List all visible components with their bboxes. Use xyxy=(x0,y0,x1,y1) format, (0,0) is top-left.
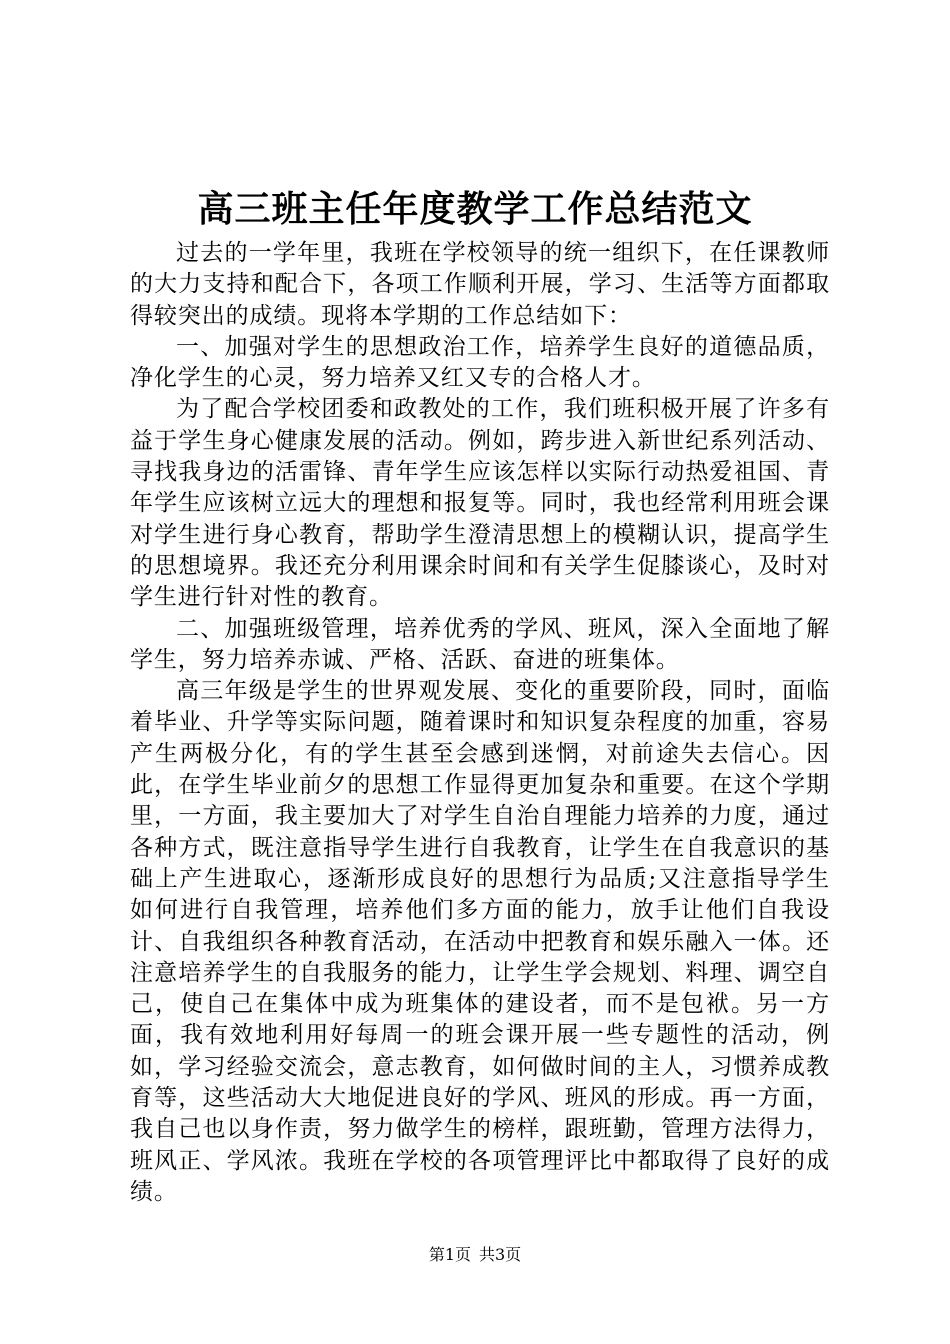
paragraph-section-1-body: 为了配合学校团委和政教处的工作，我们班积极开展了许多有益于学生身心健康发展的活动。例如，跨步进入新世纪系列活动、寻找我身边的活雷锋、青年学生应该怎样以实际行动热爱祖国、青年学生应该树立远大的理想和报复等。同时，我也经常利用班会课对学生进行身心教育，帮助学生澄清思想上的模糊认识，提高学生的思想境界。我还充分利用课余时间和有关学生促膝谈心，及时对学生进行针对性的教育。 xyxy=(130,396,830,611)
paragraph-intro: 过去的一学年里，我班在学校领导的统一组织下，在任课教师的大力支持和配合下，各项工作顺利开展，学习、生活等方面都取得较突出的成绩。现将本学期的工作总结如下： xyxy=(130,240,830,329)
paragraph-section-1-heading: 一、加强对学生的思想政治工作，培养学生良好的道德品质，净化学生的心灵，努力培养又红又专的合格人才。 xyxy=(130,333,830,392)
page-number: 第1页 xyxy=(428,1245,471,1264)
page-footer xyxy=(0,1243,950,1267)
document-title: 高三班主任年度教学工作总结范文 xyxy=(197,188,753,230)
document-body xyxy=(130,238,830,1208)
page-total: 共3页 xyxy=(479,1245,522,1264)
paragraph-section-2-heading: 二、加强班级管理，培养优秀的学风、班风，深入全面地了解学生，努力培养赤诚、严格、活跃、奋进的班集体。 xyxy=(130,615,830,673)
paragraph-section-2-body: 高三年级是学生的世界观发展、变化的重要阶段，同时，面临着毕业、升学等实际问题，随着课时和知识复杂程度的加重，容易产生两极分化，有的学生甚至会感到迷惘，对前途失去信心。因此，在学生毕业前夕的思想工作显得更加复杂和重要。在这个学期里，一方面，我主要加大了对学生自治自理能力培养的力度，通过各种方式，既注意指导学生进行自我教育，让学生在自我意识的基础上产生进取心，逐渐形成良好的思想行为品质;又注意指导学生如何进行自我管理，培养他们多方面的能力，放手让他们自我设计、自我组织各种教育活动，在活动中把教育和娱乐融入一体。还注意培养学生的自我服务的能力，让学生学会规划、料理、调空自己，使自己在集体中成为班集体的建设者，而不是包袱。另一方面，我有效地利用好每周一的班会课开展一些专题性的活动，例如，学习经验交流会，意志教育，如何做时间的主人，习惯养成教育等，这些活动大大地促进良好的学风、班风的形成。再一方面，我自己也以身作责，努力做学生的榜样，跟班勤，管理方法得力，班风正、学风浓。我班在学校的各项管理评比中都取得了良好的成绩。 xyxy=(130,678,830,1205)
